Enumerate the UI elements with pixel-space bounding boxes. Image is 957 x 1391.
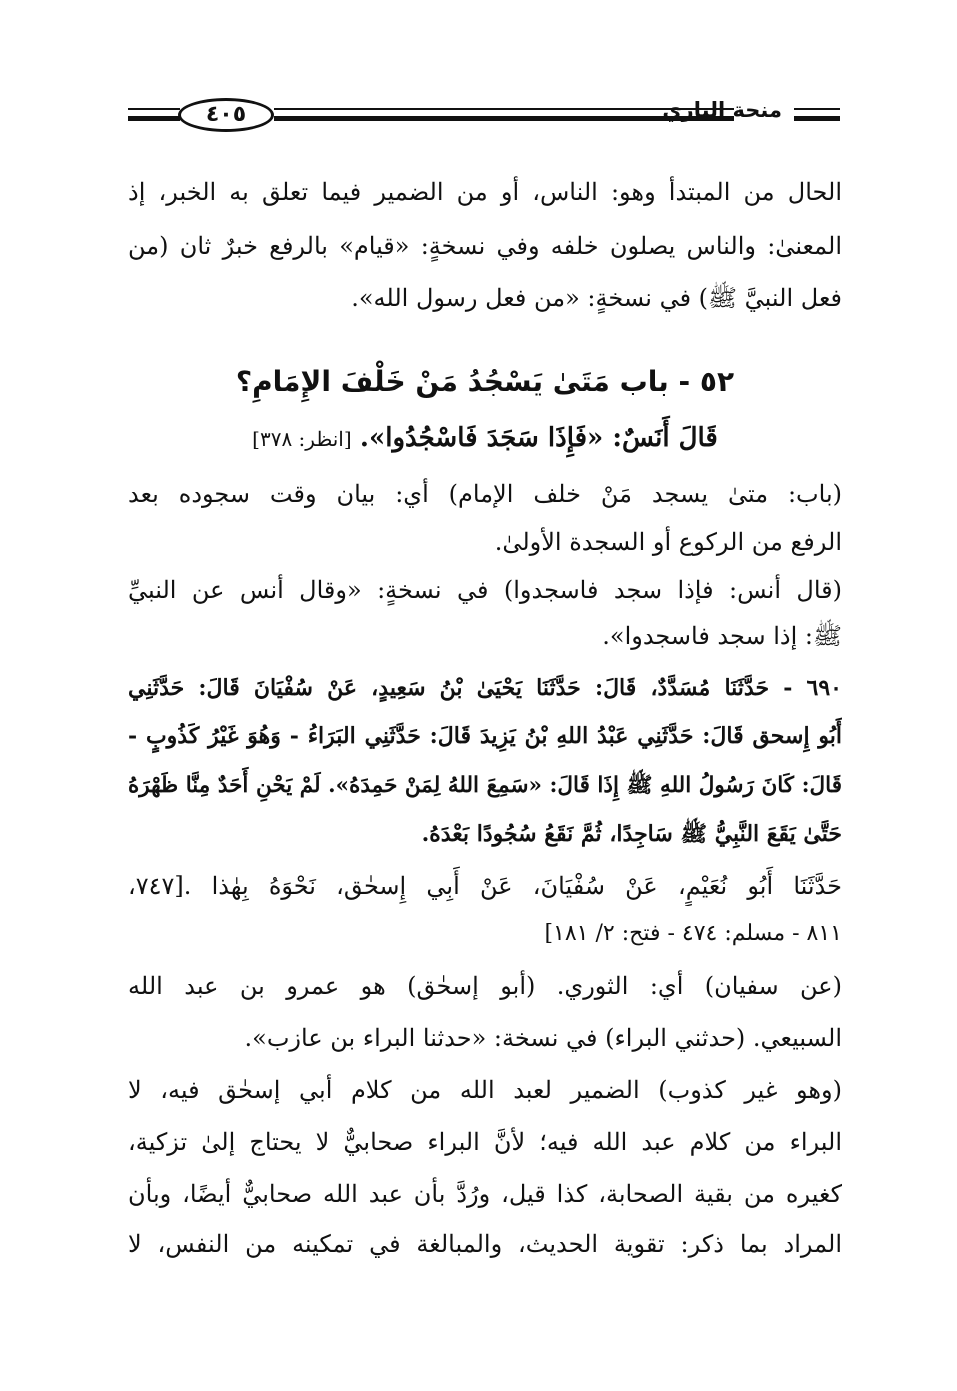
commentary-4-line-2: البراء من كلام عبد الله فيه؛ لأنَّ البراء صحابيٌّ لا يحتاج إلىٰ تزكية، bbox=[128, 1128, 842, 1156]
commentary-3-line-1: (عن سفيان) أي: الثوري. (أبو إسحٰق) هو عمرو بن عبد الله bbox=[128, 972, 842, 1000]
hadith-line-2: أَبُو إِسحق قَالَ: حَدَّثَنِي عَبْدُ اللهِ بْنُ يَزِيدَ قَالَ: حَدَّثَنِي البَرَاءُ - وَهُوَ غَيْرُ كَذُوبٍ - bbox=[128, 723, 842, 749]
hadith-line-3: قَالَ: كَانَ رَسُولُ اللهِ ﷺ إِذَا قَالَ: «سَمِعَ اللهُ لِمَنْ حَمِدَهُ». لَمْ يَحْنِ أَحَدٌ مِنَّا ظَهْرَهُ bbox=[128, 773, 842, 798]
intro-line-2: المعنىٰ: والناس يصلون خلفه وفي نسخةٍ: «قيام» بالرفع خبرٌ ثان (من bbox=[128, 232, 842, 260]
commentary-1-line-1: (باب: متىٰ يسجد مَنْ خلف الإمام) أي: بيان وقت سجوده بعد bbox=[128, 480, 842, 508]
intro-line-3: فعل النبيَّ ﷺ) في نسخةٍ: «من فعل رسول الله». bbox=[351, 284, 842, 312]
chapter-quote bbox=[128, 418, 842, 459]
hadith-line-4: حَتَّىٰ يَقَعَ النَّبِيُّ ﷺ سَاجِدًا، ثُمَّ نَقَعُ سُجُودًا بَعْدَهُ. bbox=[421, 821, 842, 847]
quote-reference: [انظر: ٣٧٨] bbox=[252, 427, 352, 451]
commentary-2-line-1: (قال أنس: فإذا سجد فاسجدوا) في نسخةٍ: «وقال أنس عن النبيِّ bbox=[128, 576, 842, 604]
chain-line-1: حَدَّثَنَا أَبُو نُعَيْمٍ، عَنْ سُفْيَانَ، عَنْ أَبِي إِسحٰق، نَحْوَهُ بِهٰذا .[٧٤٧، bbox=[128, 872, 842, 900]
header-rule-right-top bbox=[794, 108, 840, 110]
book-title: منحة الباري bbox=[662, 98, 782, 122]
commentary-4-line-4: المراد بما ذكر: تقوية الحديث، والمبالغة في تمكينه من النفس، لا bbox=[128, 1230, 842, 1258]
page-number: ٤٠٥ bbox=[178, 98, 274, 132]
chapter-heading: ٥٢ - باب مَتَىٰ يَسْجُدُ مَنْ خَلْفَ الإِمَامِ؟ bbox=[235, 365, 735, 398]
commentary-1-line-2: الرفع من الركوع أو السجدة الأولىٰ. bbox=[494, 528, 842, 556]
commentary-4-line-3: كغيره من بقية الصحابة، كذا قيل، ورُدَّ بأن عبد الله صحابيٌّ أيضًا، وبأن bbox=[128, 1180, 842, 1208]
hadith-line-1: ٦٩٠ - حَدَّثَنَا مُسَدَّدٌ، قَالَ: حَدَّثَنَا يَحْيَىٰ بْنُ سَعِيدٍ، عَنْ سُفْيَانَ قَالَ: حَدَّثَنِي bbox=[128, 675, 842, 701]
header-rule-right-bottom bbox=[794, 116, 840, 121]
quote-text: قَالَ أَنَسٌ: «فَإِذَا سَجَدَ فَاسْجُدُوا». bbox=[359, 423, 718, 453]
page-header bbox=[128, 96, 840, 140]
header-rule-left-bottom bbox=[128, 116, 180, 121]
chain-line-2: ٨١١ - مسلم: ٤٧٤ - فتح: ٢/ ١٨١] bbox=[544, 921, 842, 946]
commentary-3-line-2: السبيعي. (حدثني البراء) في نسخة: «حدثنا البراء بن عازب». bbox=[244, 1024, 842, 1052]
header-rule-left-top bbox=[128, 108, 180, 110]
commentary-2-line-2: ﷺ: إذا سجد فاسجدوا». bbox=[602, 622, 842, 650]
intro-line-1: الحال من المبتدأ وهو: الناس، أو من الضمير فيما تعلق به الخبر، إذ bbox=[128, 178, 842, 206]
commentary-4-line-1: (وهو غير كذوب) الضمير لعبد الله من كلام أبي إسحٰق فيه، لا bbox=[128, 1076, 842, 1104]
